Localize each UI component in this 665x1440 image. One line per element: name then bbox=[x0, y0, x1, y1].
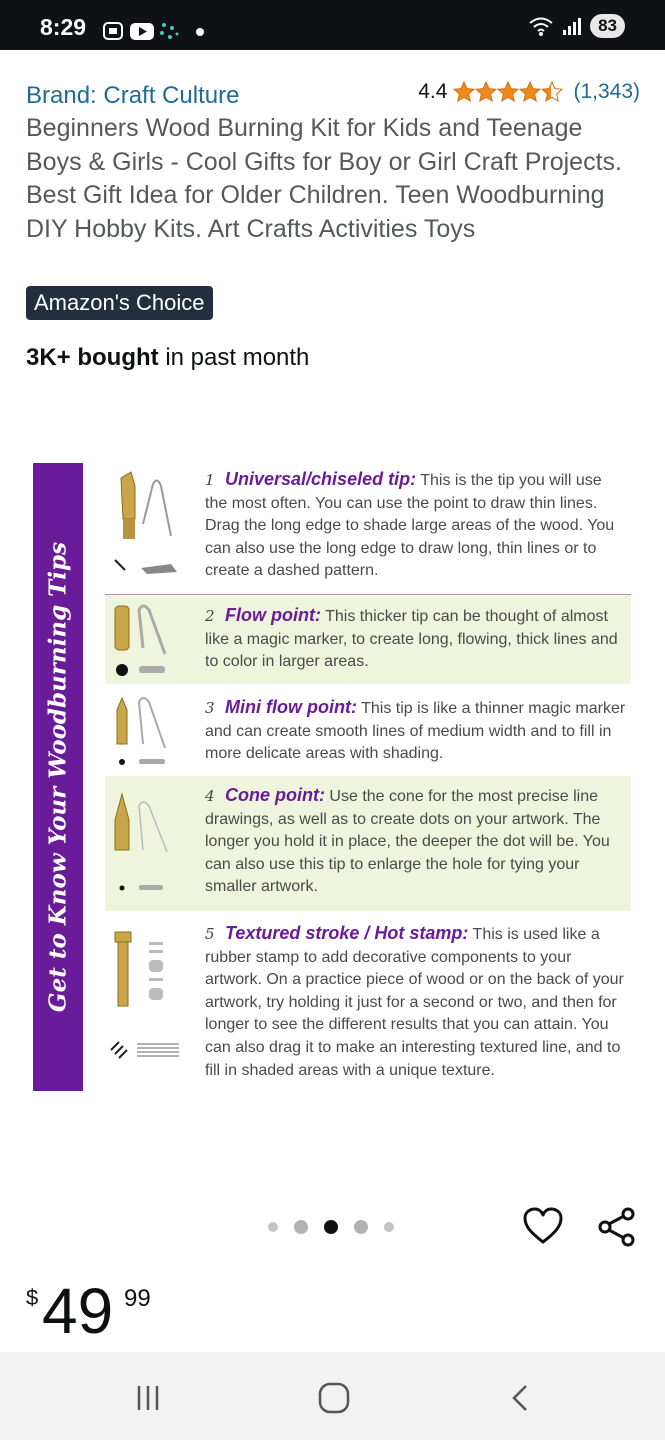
image-carousel-dots[interactable] bbox=[268, 1220, 394, 1234]
chisel-tip-icon bbox=[109, 464, 199, 584]
rating[interactable] bbox=[418, 80, 640, 104]
price-whole: 49 bbox=[42, 1275, 114, 1347]
back-icon bbox=[506, 1383, 534, 1413]
tip-row-3 bbox=[105, 688, 631, 774]
bought-count bbox=[26, 344, 309, 372]
status-right bbox=[528, 14, 625, 38]
divider bbox=[105, 594, 631, 595]
home-button[interactable] bbox=[314, 1380, 354, 1416]
amazons-choice-badge: Amazon's Choice bbox=[26, 286, 213, 320]
cone-point-icon bbox=[109, 780, 199, 900]
signal-icon bbox=[562, 16, 582, 36]
side-banner bbox=[33, 463, 83, 1091]
side-title: Get to Know Your Woodburning Tips bbox=[44, 541, 72, 1013]
system-nav-bar bbox=[0, 1352, 665, 1440]
hot-stamp-icon bbox=[109, 918, 199, 1078]
bought-rest: in past month bbox=[158, 344, 310, 371]
review-count[interactable]: (1,343) bbox=[573, 80, 640, 103]
carousel-dot[interactable] bbox=[268, 1222, 278, 1232]
bought-bold: 3K+ bought bbox=[26, 344, 159, 371]
wishlist-button[interactable] bbox=[522, 1206, 564, 1251]
youtube-icon bbox=[130, 23, 154, 40]
price-currency: $ bbox=[26, 1285, 39, 1310]
carousel-dot[interactable] bbox=[354, 1220, 368, 1234]
battery-icon: 83 bbox=[590, 14, 625, 38]
rating-value: 4.4 bbox=[418, 80, 448, 103]
status-bar bbox=[0, 0, 665, 50]
share-icon bbox=[596, 1206, 638, 1248]
product-image[interactable] bbox=[33, 460, 633, 1092]
wifi-icon bbox=[528, 15, 554, 37]
tip-row-5 bbox=[105, 914, 631, 1092]
tip-row-2 bbox=[105, 596, 631, 684]
heart-icon bbox=[522, 1206, 564, 1246]
carousel-dot[interactable] bbox=[294, 1220, 308, 1234]
tip-text-2: 2 Flow point: This thicker tip can be thought of almost like a magic marker, to create long, flowing, thick lines and to color in larger areas. bbox=[205, 605, 618, 671]
tip-text-4: 4 Cone point: Use the cone for the most precise line drawings, as well as to create dots on your artwork. The longer you hold it in place, the deeper the dot will be. You can also use this tip to enlarge the hole for tying your smaller artwork. bbox=[205, 785, 610, 896]
flow-point-icon bbox=[109, 600, 199, 682]
product-title: Beginners Wood Burning Kit for Kids and Teenage Boys & Girls - Cool Gifts for Boy or Girl Craft Projects. Best Gift Idea for Older Children. Teen Woodburning DIY Hobby Kits. Art Crafts Activities Toys bbox=[26, 114, 622, 243]
tip-row-4 bbox=[105, 776, 631, 911]
status-time: 8:29 bbox=[40, 14, 87, 40]
back-button[interactable] bbox=[500, 1380, 540, 1416]
mini-flow-point-icon bbox=[109, 692, 199, 774]
price-fraction: 99 bbox=[124, 1285, 151, 1312]
recent-apps-button[interactable] bbox=[128, 1380, 168, 1416]
brand-rating-row bbox=[26, 80, 640, 112]
tip-row-1 bbox=[105, 460, 631, 590]
tip-text-3: 3 Mini flow point: This tip is like a thinner magic marker and can create smooth lines of medium width and to fill in more delicate areas with shading. bbox=[205, 697, 626, 763]
tip-text-1: 1 Universal/chiseled tip: This is the tip you will use the most often. You can use the point to draw thin lines. Drag the long edge to shade large areas of the wood. You can also use the long edge to draw long, thin lines or to create a dashed pattern. bbox=[205, 469, 615, 580]
recent-apps-icon bbox=[133, 1383, 163, 1413]
dots-icon bbox=[160, 23, 179, 39]
screen-record-icon bbox=[104, 23, 122, 39]
star-rating-icon bbox=[453, 81, 565, 103]
status-left-icons bbox=[102, 20, 212, 49]
home-icon bbox=[317, 1381, 351, 1415]
brand-link[interactable]: Brand: Craft Culture bbox=[26, 82, 240, 109]
carousel-dot-active[interactable] bbox=[324, 1220, 338, 1234]
notification-dot bbox=[196, 28, 204, 36]
share-button[interactable] bbox=[596, 1206, 638, 1253]
carousel-dot[interactable] bbox=[384, 1222, 394, 1232]
tip-text-5: 5 Textured stroke / Hot stamp: This is used like a rubber stamp to add decorative components to your artwork. On a practice piece of wood or on the back of your artwork, try holding it just for a second or two, and then for longer to see the different results that you can attain. You can also drag it to make an interesting textured line, and to fill in shaded areas with a unique texture. bbox=[205, 923, 624, 1079]
